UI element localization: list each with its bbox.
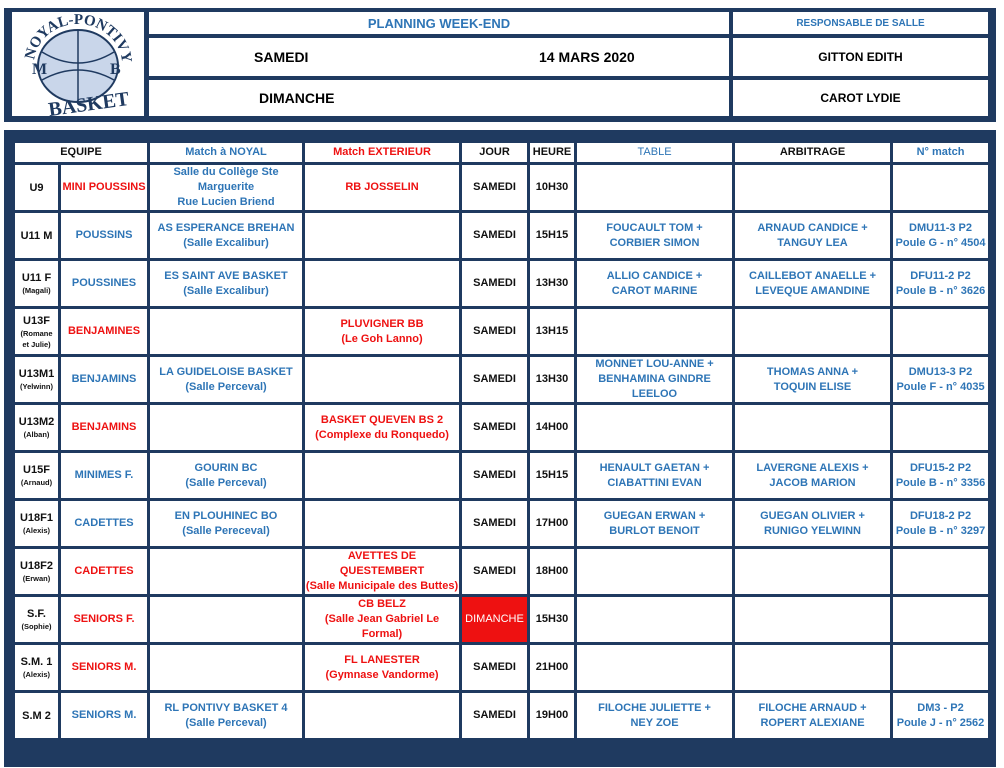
col-jour: JOUR <box>462 143 527 162</box>
match-heure: 14H00 <box>530 405 574 450</box>
team-category <box>15 213 58 258</box>
team-category <box>15 597 58 642</box>
col-heure: HEURE <box>530 143 574 162</box>
table-officials <box>577 549 732 594</box>
table-row <box>15 405 988 450</box>
match-jour: SAMEDI <box>462 309 527 354</box>
table-row <box>15 549 988 594</box>
match-jour: DIMANCHE <box>462 597 527 642</box>
match-heure: 19H00 <box>530 693 574 738</box>
svg-text:BASKET: BASKET <box>47 87 131 116</box>
col-match-noyal: Match à NOYAL <box>150 143 302 162</box>
dimanche-responsable: CAROT LYDIE <box>733 80 988 116</box>
table-officials <box>577 597 732 642</box>
arbitrage <box>735 405 890 450</box>
match-jour: SAMEDI <box>462 213 527 258</box>
team-name: POUSSINES <box>61 261 147 306</box>
category-label: U15F <box>23 464 50 476</box>
table-row <box>15 693 988 738</box>
team-category <box>15 405 58 450</box>
table-row <box>15 453 988 498</box>
table-officials: GUEGAN ERWAN + BURLOT BENOIT <box>577 501 732 546</box>
match-number <box>893 549 988 594</box>
table-row <box>15 213 988 258</box>
match-noyal: AS ESPERANCE BREHAN (Salle Excalibur) <box>150 213 302 258</box>
match-noyal: EN PLOUHINEC BO (Salle Pereceval) <box>150 501 302 546</box>
samedi-row <box>149 38 729 76</box>
team-name: CADETTES <box>61 501 147 546</box>
team-category <box>15 693 58 738</box>
team-name: SENIORS F. <box>61 597 147 642</box>
samedi-responsable: GITTON EDITH <box>733 38 988 76</box>
match-exterieur: AVETTES DE QUESTEMBERT (Salle Municipale des Buttes) <box>305 550 459 592</box>
match-jour: SAMEDI <box>462 453 527 498</box>
col-n-match: N° match <box>893 143 988 162</box>
responsable-label: RESPONSABLE DE SALLE <box>733 12 988 34</box>
match-noyal: Salle du Collège Ste Marguerite Rue Lucien Briend <box>150 165 302 210</box>
match-number <box>893 597 988 642</box>
match-jour: SAMEDI <box>462 549 527 594</box>
team-category <box>15 501 58 546</box>
date-label: 14 MARS 2020 <box>539 49 635 65</box>
category-label: U13M1 <box>18 368 55 380</box>
match-heure: 17H00 <box>530 501 574 546</box>
arbitrage: GUEGAN OLIVIER + RUNIGO YELWINN <box>735 501 890 546</box>
arbitrage <box>735 165 890 210</box>
table-row <box>15 501 988 546</box>
planning-title: PLANNING WEEK-END <box>149 12 729 34</box>
header-frame <box>4 8 996 122</box>
table-officials: FILOCHE JULIETTE + NEY ZOE <box>577 693 732 738</box>
category-label: S.M. 1 <box>20 656 53 668</box>
match-heure: 13H30 <box>530 357 574 402</box>
coach-label: (Arnaud) <box>20 478 53 487</box>
match-jour: SAMEDI <box>462 501 527 546</box>
match-exterieur <box>305 693 459 738</box>
match-exterieur: FL LANESTER (Gymnase Vandorme) <box>305 645 459 690</box>
table-row <box>15 357 988 402</box>
match-jour: SAMEDI <box>462 645 527 690</box>
category-label: U11 F <box>21 272 52 284</box>
svg-text:B: B <box>110 61 121 78</box>
table-officials: MONNET LOU-ANNE + BENHAMINA GINDRE LEELOO <box>577 357 732 402</box>
team-name: BENJAMINS <box>61 357 147 402</box>
svg-text:NOYAL-PONTIVY: NOYAL-PONTIVY <box>22 12 135 64</box>
club-logo <box>12 12 144 116</box>
team-category <box>15 357 58 402</box>
table-officials <box>577 309 732 354</box>
arbitrage: LAVERGNE ALEXIS + JACOB MARION <box>735 453 890 498</box>
table-row <box>15 597 988 642</box>
arbitrage <box>735 309 890 354</box>
match-exterieur: RB JOSSELIN <box>305 165 459 210</box>
basketball-logo-icon <box>12 12 144 116</box>
arbitrage: THOMAS ANNA + TOQUIN ELISE <box>735 357 890 402</box>
match-heure: 21H00 <box>530 645 574 690</box>
dimanche-label: DIMANCHE <box>259 90 335 106</box>
match-exterieur: CB BELZ (Salle Jean Gabriel Le Formal) <box>305 597 459 642</box>
col-equipe: EQUIPE <box>15 143 147 162</box>
match-noyal <box>150 597 302 642</box>
category-label: U13F <box>23 314 50 327</box>
table-row <box>15 645 988 690</box>
samedi-label: SAMEDI <box>254 49 309 65</box>
coach-label: (Magali) <box>22 286 51 295</box>
match-exterieur <box>305 261 459 306</box>
team-category <box>15 309 58 354</box>
match-heure: 15H30 <box>530 597 574 642</box>
match-number: DMU11-3 P2 Poule G - n° 4504 <box>893 213 988 258</box>
team-category <box>15 549 58 594</box>
dimanche-row <box>149 80 729 116</box>
category-label: U13M2 <box>18 416 55 428</box>
coach-label: (Romane et Julie) <box>20 328 53 349</box>
category-label: U18F2 <box>19 560 54 572</box>
arbitrage: ARNAUD CANDICE + TANGUY LEA <box>735 213 890 258</box>
table-officials <box>577 645 732 690</box>
match-noyal <box>150 309 302 354</box>
match-number: DM3 - P2 Poule J - n° 2562 <box>893 693 988 738</box>
table-officials: HENAULT GAETAN + CIABATTINI EVAN <box>577 453 732 498</box>
col-table: TABLE <box>577 143 732 162</box>
match-number <box>893 165 988 210</box>
coach-label: (Alban) <box>23 430 50 439</box>
match-exterieur <box>305 357 459 402</box>
team-name: CADETTES <box>61 549 147 594</box>
table-row <box>15 309 988 354</box>
coach-label: (Alexis) <box>22 526 51 535</box>
arbitrage <box>735 645 890 690</box>
match-jour: SAMEDI <box>462 357 527 402</box>
match-exterieur <box>305 213 459 258</box>
team-name: BENJAMINS <box>61 405 147 450</box>
table-header-row <box>15 143 988 162</box>
match-jour: SAMEDI <box>462 165 527 210</box>
team-category <box>15 165 58 210</box>
match-exterieur <box>305 453 459 498</box>
match-number: DFU11-2 P2 Poule B - n° 3626 <box>893 261 988 306</box>
planning-table <box>12 140 991 741</box>
match-number <box>893 309 988 354</box>
match-noyal <box>150 549 302 594</box>
col-match-exterieur: Match EXTERIEUR <box>305 143 459 162</box>
match-exterieur: PLUVIGNER BB (Le Goh Lanno) <box>305 309 459 354</box>
match-noyal: RL PONTIVY BASKET 4 (Salle Perceval) <box>150 693 302 738</box>
svg-text:M: M <box>32 61 48 78</box>
category-label: U9 <box>29 181 44 194</box>
match-noyal: GOURIN BC (Salle Perceval) <box>150 453 302 498</box>
category-label: U11 M <box>20 229 53 242</box>
match-number: DMU13-3 P2 Poule F - n° 4035 <box>893 357 988 402</box>
arbitrage <box>735 597 890 642</box>
match-heure: 15H15 <box>530 453 574 498</box>
team-category <box>15 453 58 498</box>
match-noyal: LA GUIDELOISE BASKET (Salle Perceval) <box>150 357 302 402</box>
team-name: POUSSINS <box>61 213 147 258</box>
arbitrage <box>735 549 890 594</box>
table-officials <box>577 405 732 450</box>
table-row <box>15 261 988 306</box>
team-category <box>15 261 58 306</box>
category-label: U18F1 <box>19 512 54 524</box>
planning-table-frame <box>4 130 996 767</box>
arbitrage: FILOCHE ARNAUD + ROPERT ALEXIANE <box>735 693 890 738</box>
col-arbitrage: ARBITRAGE <box>735 143 890 162</box>
coach-label: (Erwan) <box>22 574 51 583</box>
team-name: SENIORS M. <box>61 693 147 738</box>
team-name: BENJAMINES <box>61 309 147 354</box>
team-name: MINI POUSSINS <box>61 165 147 210</box>
coach-label: (Yelwinn) <box>20 382 53 391</box>
match-number: DFU15-2 P2 Poule B - n° 3356 <box>893 453 988 498</box>
match-exterieur: BASKET QUEVEN BS 2 (Complexe du Ronquedo) <box>305 405 459 450</box>
match-jour: SAMEDI <box>462 261 527 306</box>
category-label: S.F. <box>27 608 46 620</box>
table-row <box>15 165 988 210</box>
match-heure: 18H00 <box>530 549 574 594</box>
match-number: DFU18-2 P2 Poule B - n° 3297 <box>893 501 988 546</box>
team-name: SENIORS M. <box>61 645 147 690</box>
match-number <box>893 405 988 450</box>
match-number <box>893 645 988 690</box>
match-heure: 15H15 <box>530 213 574 258</box>
match-heure: 13H15 <box>530 309 574 354</box>
arbitrage: CAILLEBOT ANAELLE + LEVEQUE AMANDINE <box>735 261 890 306</box>
coach-label: (Sophie) <box>21 622 52 631</box>
match-heure: 13H30 <box>530 261 574 306</box>
match-jour: SAMEDI <box>462 693 527 738</box>
table-officials <box>577 165 732 210</box>
match-noyal: ES SAINT AVE BASKET (Salle Excalibur) <box>150 261 302 306</box>
table-officials: FOUCAULT TOM + CORBIER SIMON <box>577 213 732 258</box>
match-jour: SAMEDI <box>462 405 527 450</box>
table-officials: ALLIO CANDICE + CAROT MARINE <box>577 261 732 306</box>
match-heure: 10H30 <box>530 165 574 210</box>
match-noyal <box>150 645 302 690</box>
category-label: S.M 2 <box>22 709 51 722</box>
team-category <box>15 645 58 690</box>
match-exterieur <box>305 501 459 546</box>
coach-label: (Alexis) <box>22 670 51 679</box>
team-name: MINIMES F. <box>61 453 147 498</box>
match-noyal <box>150 405 302 450</box>
